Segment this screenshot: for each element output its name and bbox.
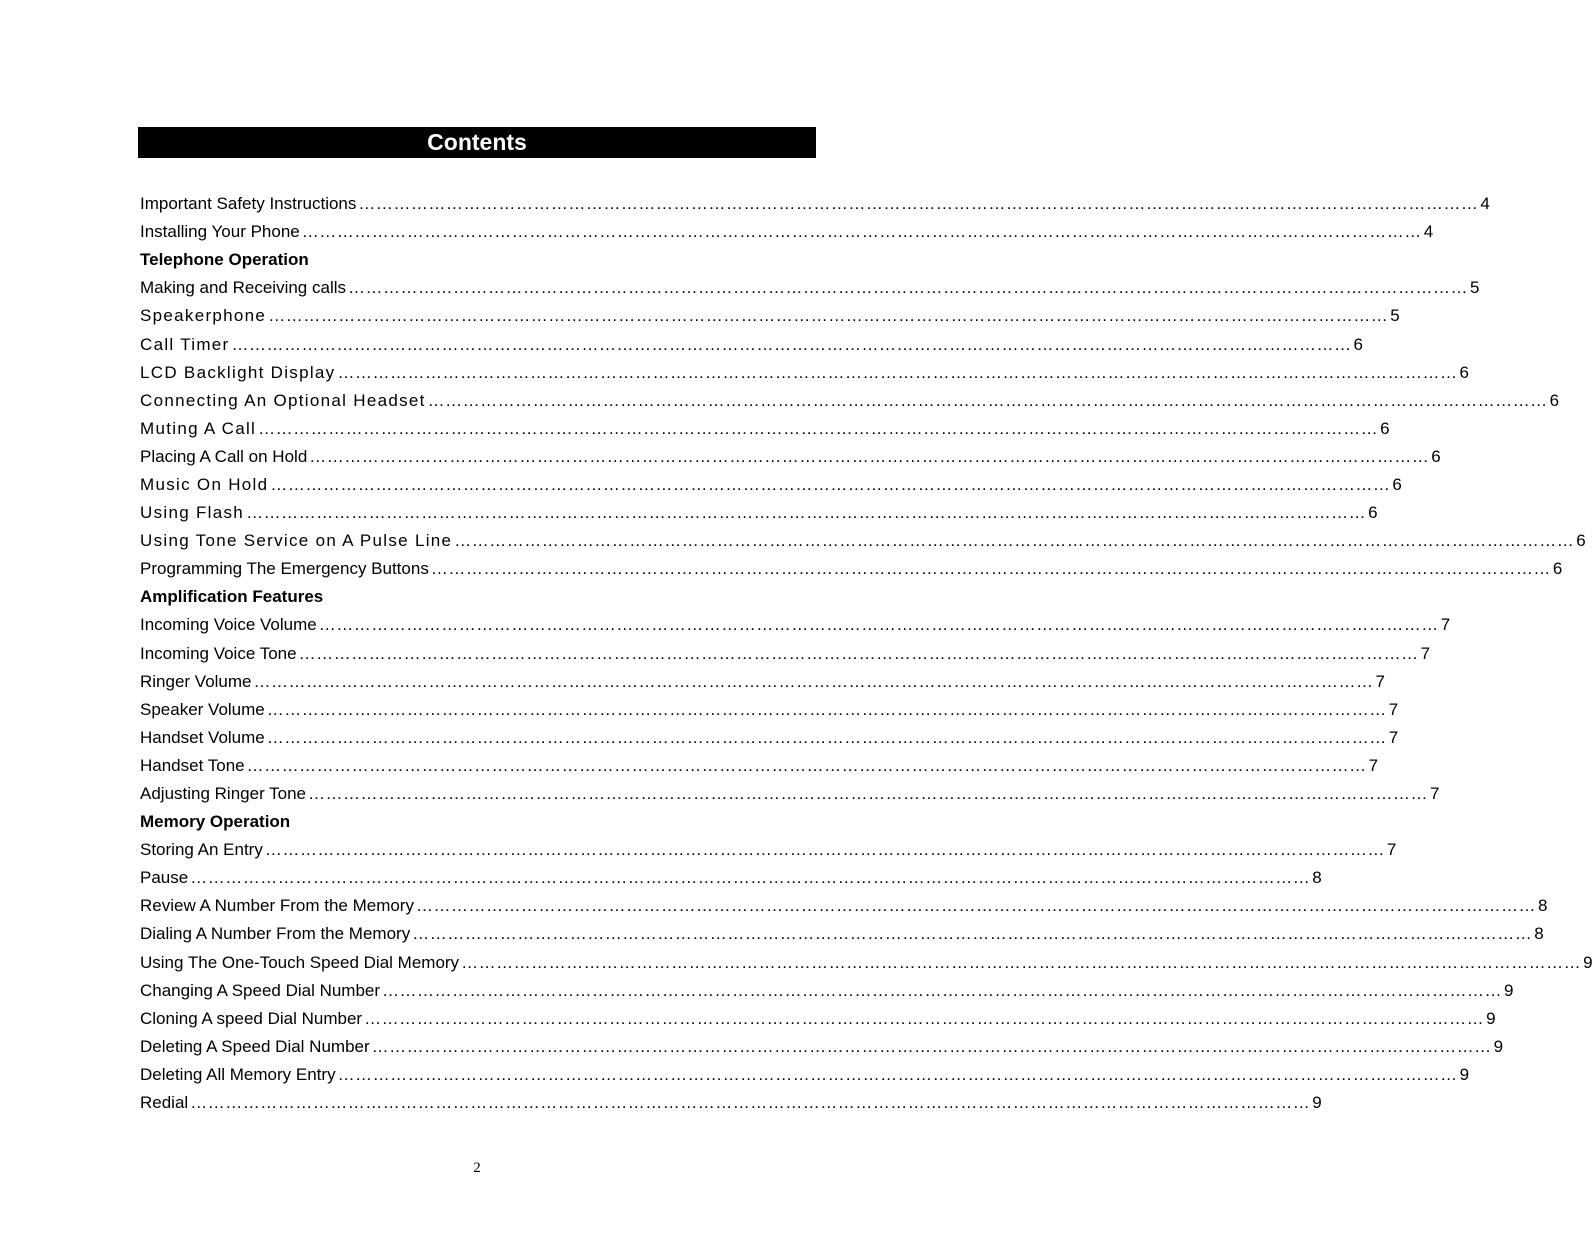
page-title: Contents bbox=[138, 127, 816, 158]
toc-entry[interactable] bbox=[140, 920, 1544, 948]
toc-dot-leader: ………………………………………………………………………………………………………………………………………………………………………… bbox=[415, 896, 1536, 916]
toc-page-number: 6 bbox=[1392, 474, 1402, 494]
toc-dot-leader: ………………………………………………………………………………………………………………………………………………………………………… bbox=[268, 306, 1389, 326]
toc-entry-text: Changing A Speed Dial Number bbox=[140, 980, 381, 1000]
toc-entry-text: Using Tone Service on A Pulse Line bbox=[140, 531, 453, 551]
toc-entry[interactable] bbox=[140, 864, 1322, 892]
toc-dot-leader: ………………………………………………………………………………………………………………………………………………………………………… bbox=[298, 643, 1419, 663]
toc-page-number: 4 bbox=[1480, 194, 1490, 214]
toc-section-heading bbox=[140, 583, 842, 611]
toc-entry[interactable] bbox=[140, 640, 1431, 668]
toc-dot-leader: ………………………………………………………………………………………………………………………………………………………………………… bbox=[337, 1064, 1458, 1084]
toc-page-number: 6 bbox=[1576, 531, 1586, 551]
toc-entry[interactable] bbox=[140, 611, 1451, 639]
toc-heading-text: Amplification Features bbox=[140, 587, 324, 607]
toc-entry[interactable] bbox=[140, 443, 1441, 471]
toc-dot-leader: ………………………………………………………………………………………………………………………………………………………………………… bbox=[270, 474, 1391, 494]
toc-page-number: 9 bbox=[1504, 980, 1514, 1000]
toc-entry-text: Muting A Call bbox=[140, 418, 257, 438]
toc-page-number: 7 bbox=[1440, 615, 1451, 635]
toc-heading-text: Telephone Operation bbox=[140, 250, 309, 270]
toc-entry[interactable] bbox=[140, 302, 1400, 330]
toc-dot-leader: ………………………………………………………………………………………………………………………………………………………………………… bbox=[246, 755, 1367, 775]
toc-entry-text: Installing Your Phone bbox=[140, 222, 300, 242]
toc-entry[interactable] bbox=[140, 724, 1399, 752]
toc-entry-text: Making and Receiving calls bbox=[140, 278, 346, 298]
toc-page-number: 8 bbox=[1312, 868, 1322, 888]
toc-page-number: 7 bbox=[1420, 643, 1431, 663]
toc-entry-text: Connecting An Optional Headset bbox=[140, 390, 426, 410]
page-number: 2 bbox=[473, 1160, 481, 1176]
toc-entry-text: Speakerphone bbox=[140, 306, 267, 326]
toc-entry-text: Speaker Volume bbox=[140, 699, 265, 719]
toc-entry-text: Storing An Entry bbox=[140, 840, 263, 860]
table-of-contents bbox=[140, 190, 1593, 1117]
toc-entry[interactable] bbox=[140, 359, 1469, 387]
toc-entry-text: Important Safety Instructions bbox=[140, 194, 357, 214]
toc-entry[interactable] bbox=[140, 471, 1402, 499]
toc-entry-text: Ringer Volume bbox=[140, 671, 252, 691]
toc-dot-leader: ………………………………………………………………………………………………………………………………………………………………………… bbox=[258, 418, 1379, 438]
toc-entry-text: Cloning A speed Dial Number bbox=[140, 1008, 363, 1028]
toc-entry[interactable] bbox=[140, 836, 1397, 864]
toc-entry-text: Using Flash bbox=[140, 503, 245, 523]
toc-entry-text: Music On Hold bbox=[140, 474, 269, 494]
toc-dot-leader: ………………………………………………………………………………………………………………………………………………………………………… bbox=[308, 784, 1429, 804]
toc-dot-leader: ………………………………………………………………………………………………………………………………………………………………………… bbox=[430, 559, 1551, 579]
toc-dot-leader: ………………………………………………………………………………………………………………………………………………………………………… bbox=[301, 222, 1422, 242]
toc-entry-text: Handset Tone bbox=[140, 755, 245, 775]
toc-page-number: 6 bbox=[1368, 503, 1378, 523]
toc-page-number: 5 bbox=[1390, 306, 1400, 326]
toc-dot-leader: ………………………………………………………………………………………………………………………………………………………………………… bbox=[190, 868, 1311, 888]
toc-page-number: 9 bbox=[1583, 952, 1593, 972]
toc-dot-leader: ………………………………………………………………………………………………………………………………………………………………………… bbox=[337, 362, 1458, 382]
toc-page-number: 9 bbox=[1493, 1036, 1504, 1056]
toc-entry-text: Review A Number From the Memory bbox=[140, 896, 414, 916]
toc-page-number: 9 bbox=[1312, 1093, 1322, 1113]
toc-dot-leader: ………………………………………………………………………………………………………………………………………………………………………… bbox=[348, 278, 1468, 298]
toc-entry-text: Adjusting Ringer Tone bbox=[140, 784, 307, 804]
toc-entry[interactable] bbox=[140, 218, 1434, 246]
toc-dot-leader: ………………………………………………………………………………………………………………………………………………………………………… bbox=[364, 1008, 1485, 1028]
toc-dot-leader: ………………………………………………………………………………………………………………………………………………………………………… bbox=[190, 1093, 1311, 1113]
toc-dot-leader: ………………………………………………………………………………………………………………………………………………………………………… bbox=[253, 671, 1374, 691]
toc-entry[interactable] bbox=[140, 1089, 1322, 1117]
toc-page-number: 6 bbox=[1380, 418, 1390, 438]
toc-entry-text: Deleting All Memory Entry bbox=[140, 1064, 336, 1084]
toc-dot-leader: ………………………………………………………………………………………………………………………………………………………………………… bbox=[358, 194, 1479, 214]
toc-dot-leader: ………………………………………………………………………………………………………………………………………………………………………… bbox=[461, 952, 1582, 972]
toc-entry[interactable] bbox=[140, 752, 1379, 780]
toc-dot-leader: ………………………………………………………………………………………………………………………………………………………………………… bbox=[318, 615, 1439, 635]
toc-page-number: 7 bbox=[1430, 784, 1440, 804]
toc-page-number: 6 bbox=[1353, 334, 1363, 354]
toc-entry-text: Placing A Call on Hold bbox=[140, 446, 308, 466]
toc-heading-text: Memory Operation bbox=[140, 812, 291, 832]
toc-page-number: 7 bbox=[1386, 840, 1397, 860]
toc-dot-leader: ………………………………………………………………………………………………………………………………………………………………………… bbox=[309, 446, 1430, 466]
toc-section-heading bbox=[140, 808, 842, 836]
toc-page-number: 5 bbox=[1470, 278, 1480, 298]
toc-entry[interactable] bbox=[140, 499, 1378, 527]
toc-entry-text: Deleting A Speed Dial Number bbox=[140, 1036, 370, 1056]
toc-entry[interactable] bbox=[140, 527, 1586, 555]
toc-entry[interactable] bbox=[140, 668, 1385, 696]
toc-page-number: 6 bbox=[1552, 559, 1563, 579]
toc-entry[interactable] bbox=[140, 1005, 1496, 1033]
toc-entry[interactable] bbox=[140, 1061, 1470, 1089]
toc-dot-leader: ………………………………………………………………………………………………………………………………………………………………………… bbox=[371, 1036, 1492, 1056]
toc-page-number: 7 bbox=[1375, 671, 1385, 691]
toc-entry-text: Incoming Voice Volume bbox=[140, 615, 317, 635]
toc-entry[interactable] bbox=[140, 415, 1390, 443]
toc-entry-text: Dialing A Number From the Memory bbox=[140, 924, 411, 944]
toc-entry-text: Pause bbox=[140, 868, 189, 888]
toc-dot-leader: ………………………………………………………………………………………………………………………………………………………………………… bbox=[264, 840, 1385, 860]
toc-entry-text: Redial bbox=[140, 1093, 189, 1113]
toc-dot-leader: ………………………………………………………………………………………………………………………………………………………………………… bbox=[382, 980, 1503, 1000]
toc-dot-leader: ………………………………………………………………………………………………………………………………………………………………………… bbox=[412, 924, 1533, 944]
toc-page-number: 7 bbox=[1388, 727, 1399, 747]
toc-entry[interactable] bbox=[140, 780, 1440, 808]
toc-entry[interactable] bbox=[140, 1033, 1504, 1061]
toc-entry-text: Programming The Emergency Buttons bbox=[140, 559, 429, 579]
toc-entry[interactable] bbox=[140, 190, 1490, 218]
toc-entry[interactable] bbox=[140, 892, 1548, 920]
toc-entry-text: Incoming Voice Tone bbox=[140, 643, 297, 663]
toc-entry-text: LCD Backlight Display bbox=[140, 362, 336, 382]
toc-section-heading bbox=[140, 246, 842, 274]
toc-page-number: 6 bbox=[1549, 390, 1560, 410]
toc-entry-text: Handset Volume bbox=[140, 727, 265, 747]
toc-dot-leader: ………………………………………………………………………………………………………………………………………………………………………… bbox=[454, 531, 1575, 551]
toc-dot-leader: ………………………………………………………………………………………………………………………………………………………………………… bbox=[231, 334, 1352, 354]
toc-dot-leader: ………………………………………………………………………………………………………………………………………………………………………… bbox=[266, 727, 1387, 747]
toc-entry[interactable] bbox=[140, 696, 1399, 724]
toc-entry-text: Call Timer bbox=[140, 334, 230, 354]
toc-entry[interactable] bbox=[140, 274, 1480, 302]
toc-page-number: 7 bbox=[1388, 699, 1399, 719]
toc-dot-leader: ………………………………………………………………………………………………………………………………………………………………………… bbox=[266, 699, 1387, 719]
toc-page-number: 6 bbox=[1431, 446, 1441, 466]
toc-entry[interactable] bbox=[140, 555, 1563, 583]
toc-page-number: 6 bbox=[1459, 362, 1469, 382]
toc-entry[interactable] bbox=[140, 330, 1363, 358]
toc-dot-leader: ………………………………………………………………………………………………………………………………………………………………………… bbox=[246, 503, 1367, 523]
toc-page-number: 8 bbox=[1534, 924, 1544, 944]
toc-page-number: 4 bbox=[1423, 222, 1434, 242]
toc-dot-leader: ………………………………………………………………………………………………………………………………………………………………………… bbox=[427, 390, 1548, 410]
toc-entry[interactable] bbox=[140, 977, 1514, 1005]
toc-page-number: 9 bbox=[1459, 1064, 1470, 1084]
toc-page-number: 9 bbox=[1486, 1008, 1496, 1028]
toc-entry-text: Using The One-Touch Speed Dial Memory bbox=[140, 952, 460, 972]
toc-page-number: 7 bbox=[1368, 755, 1379, 775]
toc-page-number: 8 bbox=[1537, 896, 1548, 916]
toc-entry[interactable] bbox=[140, 387, 1560, 415]
toc-entry[interactable] bbox=[140, 949, 1593, 977]
